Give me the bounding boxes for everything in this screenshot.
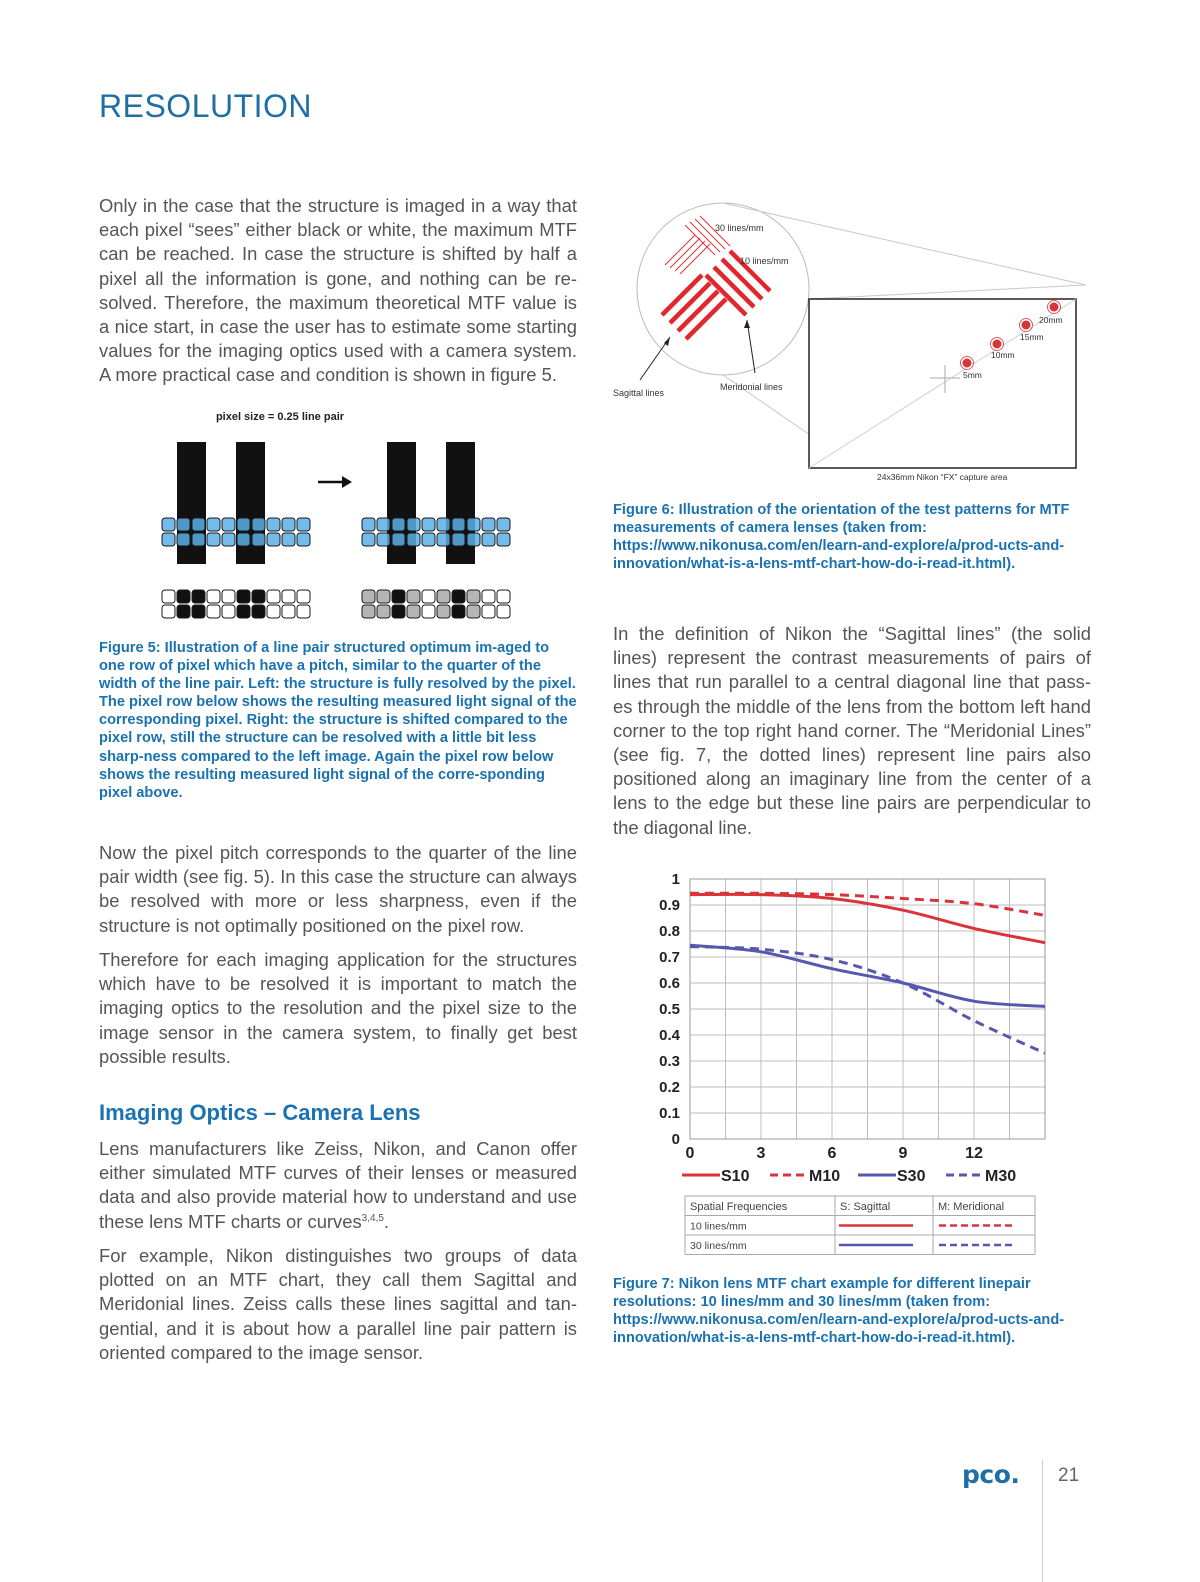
magnifier-line-top (723, 203, 1086, 285)
pixel-cell (192, 533, 205, 546)
label-10mm: 10mm (991, 350, 1015, 360)
y-tick-label: 0.6 (659, 975, 680, 992)
signal-pixel-cell (407, 590, 420, 603)
pixel-cell (237, 518, 250, 531)
chart-x-tick-labels (686, 1145, 983, 1162)
magnifier-line-side (809, 285, 1086, 299)
signal-pixel-cell (162, 605, 175, 618)
figure-7-caption: Figure 7: Nikon lens MTF chart example for different linepair resolutions: 10 lines/mm and 30 lines/mm (taken from: https://www.nikonusa.com/en/learn-and-explore/a/prod-ucts-and-innovation/what-is-a-lens-mtf-chart-how-do-i-read-it.html). (613, 1276, 1065, 1347)
pixel-cell (192, 518, 205, 531)
pixel-cell (362, 518, 375, 531)
signal-pixel-cell (497, 605, 510, 618)
x-tick-label: 6 (827, 1145, 837, 1162)
label-sagittal: Sagittal lines (613, 388, 665, 398)
signal-pixel-cell (452, 605, 465, 618)
signal-pixel-cell (362, 590, 375, 603)
pixel-cell (222, 533, 235, 546)
signal-pixel-cell (297, 605, 310, 618)
paragraph-pixel-pitch: Now the pixel pitch corresponds to the quarter of the line pair width (see fig. 5). In this case the structure can always be resolved with more or less sharpness, even if the structure is not optimally positioned on the pixel row. (99, 842, 577, 936)
pixel-cell (392, 518, 405, 531)
signal-pixel-cell (222, 605, 235, 618)
chart-legend (682, 1168, 1016, 1185)
legend-label-m30: M30 (985, 1168, 1017, 1185)
pixel-cell (177, 518, 190, 531)
signal-pixel-cell (237, 605, 250, 618)
y-tick-label: 0.5 (659, 1001, 680, 1018)
pixel-cell (282, 518, 295, 531)
x-tick-label: 0 (685, 1145, 695, 1162)
paragraph-lens-manufacturers (99, 1137, 577, 1234)
signal-pixel-cell (497, 590, 510, 603)
pixel-cell (422, 533, 435, 546)
marker-5mm (961, 357, 974, 370)
signal-pixel-cell (467, 605, 480, 618)
pixel-cell (267, 518, 280, 531)
marker-10mm (991, 338, 1004, 351)
label-30-lines: 30 lines/mm (715, 223, 764, 233)
y-tick-label: 0.4 (659, 1027, 680, 1044)
pixel-cell (177, 533, 190, 546)
signal-pixel-cell (192, 605, 205, 618)
legend-label-s30: S30 (897, 1168, 926, 1185)
signal-pixel-cell (392, 590, 405, 603)
signal-pixel-cell (377, 590, 390, 603)
signal-pixel-cell (297, 590, 310, 603)
y-tick-label: 0.7 (659, 949, 680, 966)
pixel-cell (452, 533, 465, 546)
pixel-cell (437, 533, 450, 546)
table-row-label: 10 lines/mm (690, 1220, 747, 1233)
section-heading: Imaging Optics – Camera Lens (99, 1100, 421, 1125)
signal-pixel-cell (282, 605, 295, 618)
figure-5-label: pixel size = 0.25 line pair (215, 411, 345, 423)
pixel-cell (437, 518, 450, 531)
pixel-cell (467, 518, 480, 531)
page-number: 21 (1058, 1465, 1080, 1486)
pixel-cell (497, 518, 510, 531)
signal-pixel-cell (437, 605, 450, 618)
signal-pixel-cell (237, 590, 250, 603)
signal-pixel-cell (177, 605, 190, 618)
signal-pixel-cell (422, 605, 435, 618)
x-tick-label: 12 (965, 1145, 983, 1162)
signal-pixel-cell (377, 605, 390, 618)
legend-label-s10: S10 (721, 1168, 750, 1185)
table-header-cell: S: Sagittal (840, 1201, 891, 1213)
p4-footnote-ref: 3,4,5 (361, 1212, 384, 1224)
paragraph-intro: Only in the case that the structure is imaged in a way that each pixel “sees” either black or white, the maximum MTF can be reached. In case the structure is shifted by half a pixel all the information is gone, and nothing can be re-solved. Therefore, the maximum theoretical MTF value is a nice start, in case the user has to estimate some starting values for the imaging optics used with a camera system. A more practical case and condition is shown in figure 5. (99, 195, 577, 386)
signal-pixel-cell (252, 605, 265, 618)
pixel-cell (237, 533, 250, 546)
label-15mm: 15mm (1020, 332, 1044, 342)
signal-pixel-cell (392, 605, 405, 618)
signal-pixel-cell (222, 590, 235, 603)
figure-7-mtf-chart (630, 862, 1070, 1262)
pixel-cell (482, 533, 495, 546)
pixel-cell (392, 533, 405, 546)
pixel-cell (377, 518, 390, 531)
figure-5-caption: Figure 5: Illustration of a line pair structured optimum im-aged to one row of pixel which have a pitch, similar to the quarter of the width of the line pair. Left: the structure is fully resolved by the pixel. The pixel row below shows the resulting measured light signal of the corresponding pixel. Right: the structure is shifted compared to the pixel row, still the structure can be resolved with a little bit less sharp-ness compared to the left image. Again the pixel row below shows the resulting measured light signal of the corre-sponding pixel above. (99, 640, 577, 801)
pixel-cell (422, 518, 435, 531)
paragraph-match-optics: Therefore for each imaging application for the structures which have to be resolved it is important to match the imaging optics to the resolution and the pixel size to the image sensor in the camera system, to finally get best possible results. (99, 949, 577, 1067)
y-tick-label: 0.3 (659, 1053, 680, 1070)
signal-pixel-cell (207, 605, 220, 618)
pixel-cell (162, 518, 175, 531)
chart-frequency-table (685, 1196, 1035, 1255)
shift-arrow-icon (318, 476, 352, 488)
pixel-cell (482, 518, 495, 531)
pixel-cell (467, 533, 480, 546)
y-tick-label: 1 (671, 871, 680, 888)
pixel-cell (252, 518, 265, 531)
chart-grid (690, 879, 1045, 1139)
y-tick-label: 0 (671, 1131, 680, 1148)
y-tick-label: 0.9 (659, 897, 680, 914)
marker-20mm (1048, 301, 1061, 314)
figure-6-caption: Figure 6: Illustration of the orientation of the test patterns for MTF measurements of camera lenses (taken from: https://www.nikonusa.com/en/learn-and-explore/a/prod-ucts-and-innovation/what-is-a-lens-mtf-chart-how-do-i-read-it.html). (613, 502, 1070, 573)
table-row-label: 30 lines/mm (690, 1240, 747, 1252)
pixel-cell (407, 533, 420, 546)
legend-label-m10: M10 (809, 1168, 841, 1185)
signal-pixel-cell (437, 590, 450, 603)
signal-pixel-cell (482, 605, 495, 618)
capture-diagonal (809, 299, 1076, 468)
signal-pixel-cell (362, 605, 375, 618)
table-header-cell: M: Meridional (938, 1201, 1005, 1213)
pixel-cell (362, 533, 375, 546)
chart-y-tick-labels (659, 871, 681, 1148)
label-meridional: Meridonial lines (720, 382, 783, 392)
footer-divider (1042, 1460, 1043, 1582)
signal-pixel-cell (207, 590, 220, 603)
pixel-cell (452, 518, 465, 531)
pixel-cell (297, 533, 310, 546)
signal-pixel-cell (192, 590, 205, 603)
paragraph-nikon-definition: In the definition of Nikon the “Sagittal lines” (the solid lines) represent the contrast measurements of pairs of lines that run parallel to a central diagonal line that pass-es through the middle of the lens from the bottom left hand corner to the top right hand corner. The “Meridonial Lines” (see fig. 7, the dotted lines) represent line pairs also positioned along an imaginary line from the center of a lens to the edge but these line pairs are perpendicular to the diagonal line. (613, 623, 1091, 838)
signal-pixel-cell (482, 590, 495, 603)
signal-pixel-cell (452, 590, 465, 603)
signal-pixel-cell (422, 590, 435, 603)
y-tick-label: 0.2 (659, 1079, 680, 1096)
pixel-cell (497, 533, 510, 546)
meridional-arrowhead-icon (744, 320, 750, 328)
signal-pixel-cell (162, 590, 175, 603)
x-tick-label: 9 (898, 1145, 908, 1162)
figure-6-lens-pattern-diagram (610, 195, 1100, 490)
pixel-cell (282, 533, 295, 546)
pixel-cell (207, 518, 220, 531)
p4-text: Lens manufacturers like Zeiss, Nikon, and Canon offer either simulated MTF curves of their lenses or measured data and also provide material how to understand and use these lens MTF charts or curves (99, 1138, 577, 1232)
label-5mm: 5mm (963, 370, 982, 380)
pixel-cell (207, 533, 220, 546)
y-tick-label: 0.8 (659, 923, 680, 940)
left-signal-row (162, 590, 310, 618)
pixel-cell (162, 533, 175, 546)
label-20mm: 20mm (1039, 315, 1063, 325)
label-capture-area: 24x36mm Nikon “FX” capture area (877, 472, 1008, 482)
p4-end: . (383, 1210, 390, 1232)
signal-pixel-cell (267, 590, 280, 603)
figure-5-pixel-diagram (150, 400, 530, 630)
signal-pixel-cell (252, 590, 265, 603)
pco-logo: pco. (962, 1460, 1020, 1489)
table-header-cell: Spatial Frequencies (690, 1201, 788, 1213)
y-tick-label: 0.1 (659, 1105, 680, 1122)
paragraph-nikon-groups: For example, Nikon distinguishes two groups of data plotted on an MTF chart, they call them Sagittal and Meridonial lines. Zeiss calls these lines sagittal and tan-gential, and it is about how a parallel line pair pattern is oriented compared to the image sensor. (99, 1245, 577, 1363)
right-pixel-row (362, 518, 510, 546)
right-signal-row (362, 590, 510, 618)
pixel-cell (222, 518, 235, 531)
signal-pixel-cell (467, 590, 480, 603)
page-title: RESOLUTION (99, 88, 313, 124)
signal-pixel-cell (282, 590, 295, 603)
pixel-cell (377, 533, 390, 546)
signal-pixel-cell (267, 605, 280, 618)
label-10-lines: 10 lines/mm (740, 256, 789, 266)
signal-pixel-cell (407, 605, 420, 618)
x-tick-label: 3 (756, 1145, 766, 1162)
pixel-cell (252, 533, 265, 546)
pixel-cell (297, 518, 310, 531)
signal-pixel-cell (177, 590, 190, 603)
pixel-cell (267, 533, 280, 546)
marker-15mm (1020, 319, 1033, 332)
pixel-cell (407, 518, 420, 531)
